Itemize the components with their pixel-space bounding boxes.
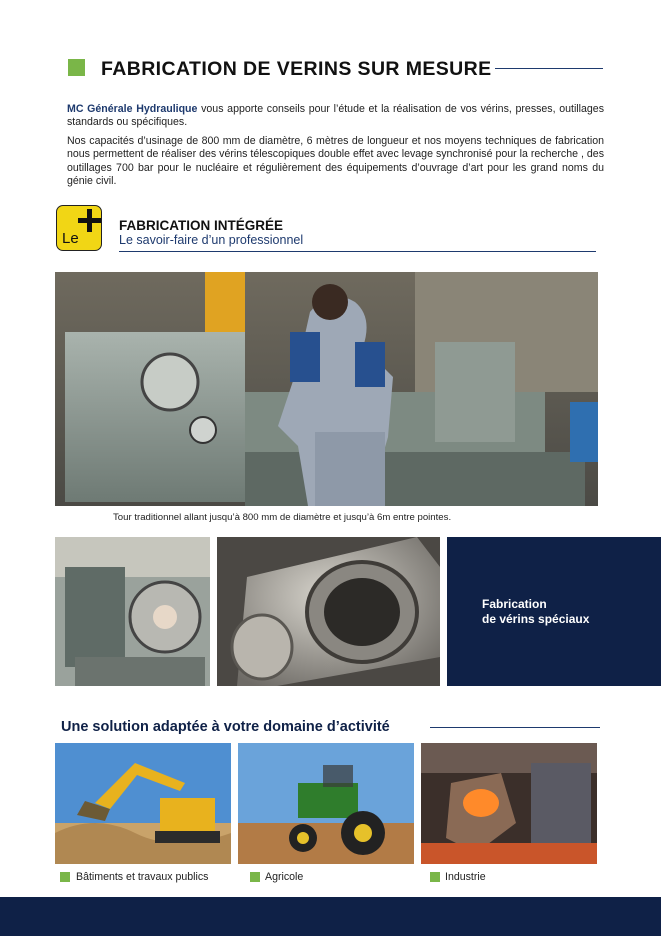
domain-label-agriculture: Agricole (265, 871, 304, 883)
badge-text: Le (62, 230, 79, 247)
construction-photo (55, 743, 231, 864)
section-rule (119, 251, 596, 252)
company-name: MC Générale Hydraulique (67, 103, 198, 115)
domains-rule (430, 727, 600, 728)
intro-paragraph-2: Nos capacités d’usinage de 800 mm de diamètre, 6 mètres de longueur et nos moyens techniques de fabrication nous permettent de réaliser des vérins télescopiques double effet avec levage synchronisé pour la recherche , des outillages 700 bar pour le nucléaire et régulièrement des équipements d’ouvrage d’art pour les grand noms du génie civil. (67, 135, 604, 188)
domain-bullet-3 (430, 872, 440, 882)
domain-label-industry: Industrie (445, 871, 486, 883)
domains-heading: Une solution adaptée à votre domaine d’activité (61, 719, 390, 735)
cylinder-detail-photo (217, 537, 440, 686)
machining-photo (55, 537, 210, 686)
footer-band (0, 897, 661, 936)
le-plus-badge-icon (56, 205, 102, 251)
industry-photo (421, 743, 597, 864)
title-bullet-square (68, 59, 85, 76)
intro-paragraph-1 (67, 103, 604, 130)
special-line-2: de vérins spéciaux (482, 612, 590, 626)
page-title: FABRICATION DE VERINS SUR MESURE (101, 58, 492, 80)
lathe-photo-caption: Tour traditionnel allant jusqu’à 800 mm de diamètre et jusqu’à 6m entre pointes. (113, 512, 452, 523)
special-line-1: Fabrication (482, 597, 547, 611)
domain-bullet-1 (60, 872, 70, 882)
intro-paragraph-1-text: vous apporte conseils pour l’étude et la réalisation de vos vérins, presses, outillages standards ou spécifiques. (67, 103, 604, 129)
section-title: FABRICATION INTÉGRÉE (119, 218, 284, 233)
lathe-workshop-photo (55, 272, 598, 506)
domain-bullet-2 (250, 872, 260, 882)
domain-label-construction: Bâtiments et travaux publics (76, 871, 209, 883)
special-cylinders-text (482, 597, 589, 627)
title-rule (495, 68, 603, 69)
agriculture-photo (238, 743, 414, 864)
section-subtitle: Le savoir-faire d’un professionnel (119, 233, 304, 247)
